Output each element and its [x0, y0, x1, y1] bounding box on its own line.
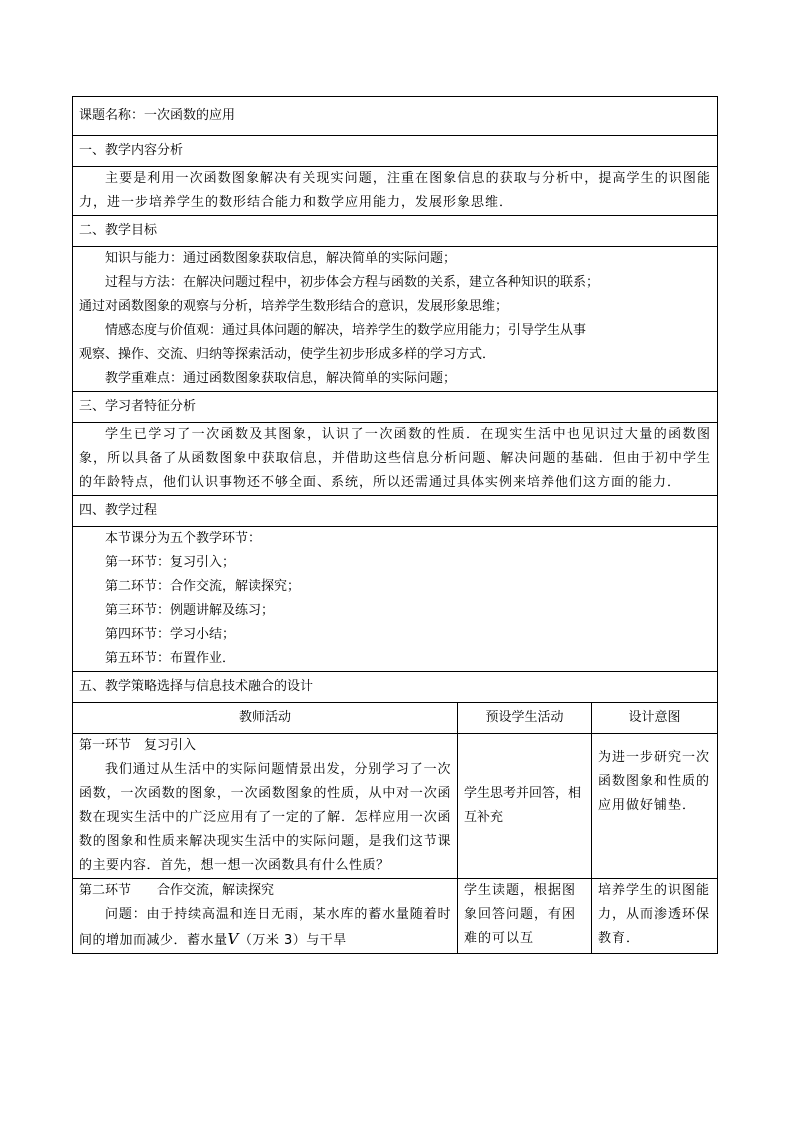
objective-line: 情感态度与价值观：通过具体问题的解决，培养学生的数学应用能力；引导学生从事 — [105, 323, 587, 338]
objective-line: 观察、操作、交流、归纳等探索活动，使学生初步形成多样的学习方式． — [79, 347, 496, 362]
column-header-student: 预设学生活动 — [458, 703, 592, 734]
document-table-wrapper — [72, 96, 717, 954]
stage2-intent-cell — [592, 879, 718, 954]
objective-line: 通过对函数图象的观察与分析，培养学生数形结合的意识，发展形象思维； — [79, 299, 509, 314]
lesson-plan-table — [72, 96, 718, 954]
section-learner-analysis — [73, 423, 718, 496]
stage1-teacher-cell — [73, 734, 458, 879]
process-line: 第一环节：复习引入； — [105, 555, 236, 570]
lesson-title: 课题名称：一次函数的应用 — [73, 97, 718, 136]
section-heading-process: 四、教学过程 — [73, 496, 718, 527]
stage1-intent-text: 为进一步研究一次函数图象和性质的应用做好铺垫． — [598, 750, 711, 813]
volume-variable: V — [227, 930, 239, 948]
process-line: 本节课分为五个教学环节： — [105, 531, 262, 546]
section-objectives — [73, 247, 718, 392]
stage1-student-text: 学生思考并回答，相互补充 — [464, 786, 582, 825]
section-content-analysis — [73, 167, 718, 216]
process-line: 第二环节：合作交流，解读探究； — [105, 579, 301, 594]
column-header-intent: 设计意图 — [592, 703, 718, 734]
stage2-teacher-text-b: （万米 3）与干旱 — [238, 933, 347, 948]
section-heading-learner-analysis: 三、学习者特征分析 — [73, 392, 718, 423]
stage2-student-text: 学生读题，根据图象回答问题，有困难的可以互 — [464, 883, 577, 946]
learner-analysis-text: 学生已学习了一次函数及其图象，认识了一次函数的性质．在现实生活中也见识过大量的函数图象，所以具备了从函数图象中获取信息，并借助这些信息分析问题、解决问题的基础．但由于初中学生的年龄特点，他们认识事物还不够全面、系统，所以还需通过具体实例来培养他们这方面的能力． — [79, 427, 712, 490]
objective-line: 过程与方法：在解决问题过程中，初步体会方程与函数的关系，建立各种知识的联系； — [105, 275, 600, 290]
process-line: 第五环节：布置作业． — [105, 651, 236, 666]
process-line: 第三环节：例题讲解及练习； — [105, 603, 275, 618]
stage1-student-cell — [458, 734, 592, 879]
stage1-intent-cell — [592, 734, 718, 879]
section-heading-strategy: 五、教学策略选择与信息技术融合的设计 — [73, 672, 718, 703]
objective-line: 教学重难点：通过函数图象获取信息，解决简单的实际问题； — [105, 371, 457, 386]
content-analysis-text: 主要是利用一次函数图象解决有关现实问题，注重在图象信息的获取与分析中，提高学生的识图能力，进一步培养学生的数形结合能力和数学应用能力，发展形象思维． — [79, 171, 712, 210]
stage2-student-cell — [458, 879, 592, 954]
stage1-label: 第一环节 复习引入 — [79, 738, 197, 753]
stage1-teacher-text: 我们通过从生活中的实际问题情景出发，分别学习了一次函数，一次函数的图象，一次函数图象的性质，从中对一次函数在现实生活中的广泛应用有了一定的了解．怎样应用一次函数的图象和性质来解决现实生活中的实际问题，是我们这节课的主要内容．首先，想一想一次函数具有什么性质？ — [79, 762, 451, 873]
section-heading-objectives: 二、教学目标 — [73, 216, 718, 247]
section-heading-content-analysis: 一、教学内容分析 — [73, 136, 718, 167]
process-line: 第四环节：学习小结； — [105, 627, 236, 642]
objective-line: 知识与能力：通过函数图象获取信息，解决简单的实际问题； — [105, 251, 457, 266]
stage2-teacher-cell — [73, 879, 458, 954]
stage2-label: 第二环节 合作交流，解读探究 — [79, 883, 275, 898]
column-header-teacher: 教师活动 — [73, 703, 458, 734]
stage2-intent-text: 培养学生的识图能力，从而渗透环保教育． — [598, 883, 711, 946]
section-process — [73, 527, 718, 672]
stage2-teacher-text — [79, 903, 451, 953]
stage2-teacher-text-a: 问题：由于持续高温和连日无雨，某水库的蓄水量随着时间的增加而减少．蓄水量 — [79, 907, 451, 948]
